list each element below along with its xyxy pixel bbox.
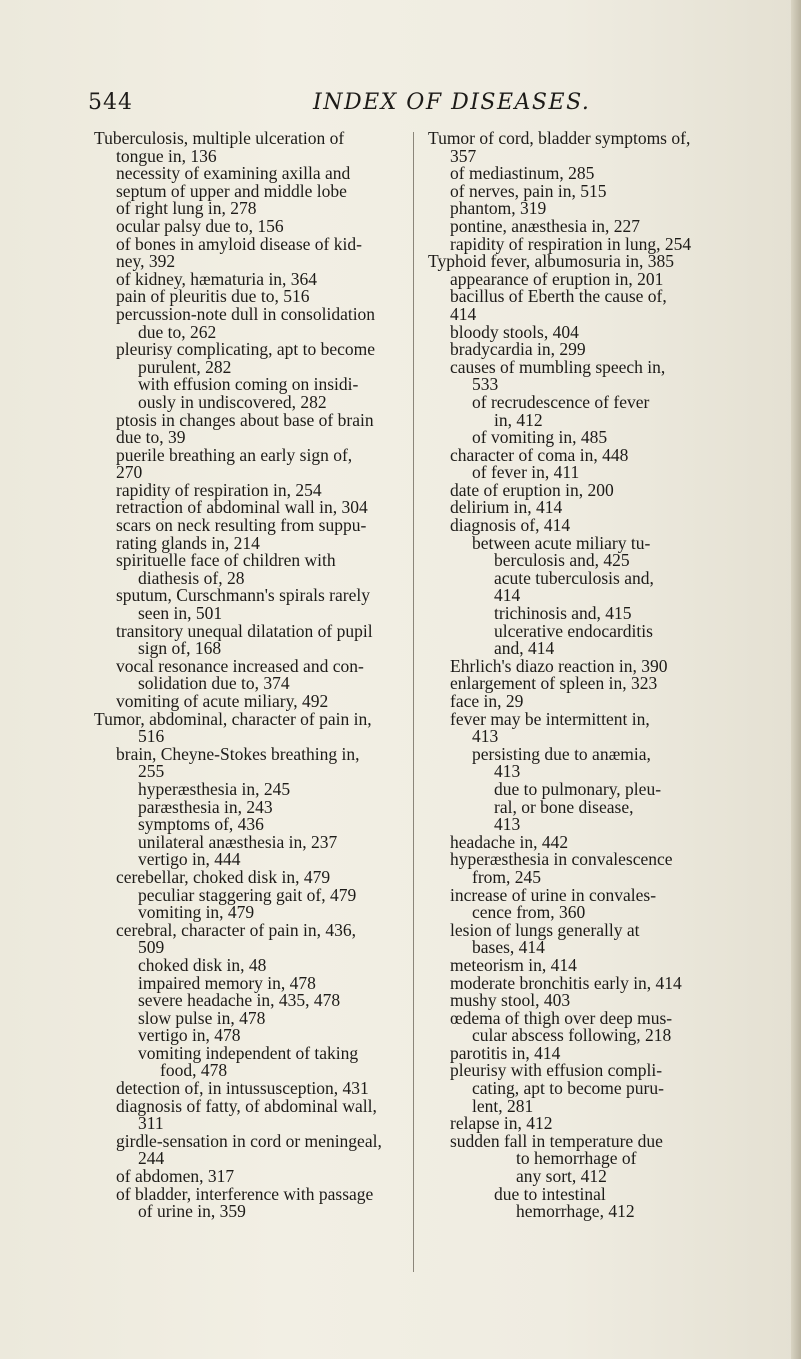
index-line: 533 [472, 374, 499, 395]
index-line: peculiar staggering gait of, 479 [138, 884, 357, 905]
index-line: pleurisy with effusion compli- [450, 1060, 663, 1081]
index-line: of kidney, hæmaturia in, 364 [116, 268, 318, 289]
index-line: of fever in, 411 [472, 462, 580, 483]
column-divider [413, 132, 414, 1272]
index-line: 414 [450, 303, 477, 324]
index-line: and, 414 [494, 638, 555, 659]
index-line: delirium in, 414 [450, 497, 563, 518]
index-line: choked disk in, 48 [138, 954, 267, 975]
index-line: appearance of eruption in, 201 [450, 268, 664, 289]
index-line: relapse in, 412 [450, 1113, 553, 1134]
index-line: detection of, in intussusception, 431 [116, 1078, 369, 1099]
page-number: 544 [88, 90, 133, 115]
index-line: scars on neck resulting from suppu- [116, 515, 367, 536]
index-line: phantom, 319 [450, 198, 547, 219]
index-line: pontine, anæsthesia in, 227 [450, 215, 641, 236]
index-column-right [428, 130, 728, 1221]
index-line: bacillus of Eberth the cause of, [450, 286, 667, 307]
index-line: transitory unequal dilatation of pupil [116, 620, 373, 641]
index-line: acute tuberculosis and, [494, 567, 654, 588]
index-line: face in, 29 [450, 691, 524, 711]
index-line: cerebral, character of pain in, 436, [116, 919, 357, 940]
index-line: œdema of thigh over deep mus- [450, 1007, 673, 1028]
index-line: with effusion coming on insidi- [138, 374, 359, 395]
index-line: cating, apt to become puru- [472, 1078, 664, 1099]
index-line: Tumor of cord, bladder symptoms of, [428, 128, 691, 148]
index-line: of abdomen, 317 [116, 1166, 235, 1187]
index-line: food, 478 [160, 1060, 228, 1081]
index-column-left [94, 130, 400, 1221]
index-line: severe headache in, 435, 478 [138, 990, 341, 1011]
index-line: vocal resonance increased and con- [116, 655, 364, 676]
index-line: 270 [116, 462, 143, 483]
index-line: persisting due to anæmia, [472, 743, 651, 764]
index-line: between acute miliary tu- [472, 532, 651, 553]
index-line: vomiting independent of taking [138, 1042, 359, 1063]
index-line: 413 [472, 726, 499, 747]
index-line: ulcerative endocarditis [494, 620, 653, 641]
index-line: increase of urine in convales- [450, 884, 657, 905]
running-title: INDEX OF DISEASES. [313, 90, 591, 115]
index-line: mushy stool, 403 [450, 990, 571, 1011]
index-line: fever may be intermittent in, [450, 708, 650, 729]
index-line: ously in undiscovered, 282 [138, 391, 327, 412]
index-line: puerile breathing an early sign of, [116, 444, 353, 465]
index-line: vomiting of acute miliary, 492 [116, 691, 329, 711]
index-line: ney, 392 [116, 251, 176, 272]
index-line: 509 [138, 937, 165, 958]
index-line: causes of mumbling speech in, [450, 356, 666, 377]
index-line: headache in, 442 [450, 831, 569, 852]
index-line: ral, or bone disease, [494, 796, 634, 817]
index-line: moderate bronchitis early in, 414 [450, 972, 682, 993]
index-line: percussion-note dull in consolidation [116, 303, 376, 324]
index-line: symptoms of, 436 [138, 814, 264, 835]
index-line: due to, 39 [116, 427, 186, 448]
index-line: 516 [138, 726, 165, 747]
index-line: of recrudescence of fever [472, 391, 650, 412]
index-line: lesion of lungs generally at [450, 919, 640, 940]
index-line: of vomiting in, 485 [472, 427, 608, 448]
index-line: purulent, 282 [138, 356, 232, 377]
index-line: due to pulmonary, pleu- [494, 778, 662, 799]
index-line: hyperæsthesia in, 245 [138, 778, 291, 799]
index-line: bloody stools, 404 [450, 321, 579, 342]
index-line: of mediastinum, 285 [450, 163, 595, 184]
index-line: berculosis and, 425 [494, 550, 630, 571]
index-line: cular abscess following, 218 [472, 1025, 672, 1046]
index-line: of bones in amyloid disease of kid- [116, 233, 362, 254]
index-line: necessity of examining axilla and [116, 163, 351, 184]
index-line: enlargement of spleen in, 323 [450, 673, 658, 694]
index-line: paræsthesia in, 243 [138, 796, 273, 817]
index-line: vertigo in, 444 [138, 849, 241, 870]
index-line: slow pulse in, 478 [138, 1007, 266, 1028]
index-line: in, 412 [494, 409, 543, 430]
index-line: sudden fall in temperature due [450, 1130, 663, 1151]
index-line: rapidity of respiration in, 254 [116, 479, 322, 500]
index-line: vomiting in, 479 [138, 902, 255, 923]
index-line: lent, 281 [472, 1095, 534, 1116]
index-line: cerebellar, choked disk in, 479 [116, 866, 331, 887]
index-line: brain, Cheyne-Stokes breathing in, [116, 743, 360, 764]
index-line: tongue in, 136 [116, 145, 217, 166]
index-line: Tuberculosis, multiple ulceration of [94, 128, 345, 148]
index-line: trichinosis and, 415 [494, 603, 632, 624]
index-line: seen in, 501 [138, 603, 223, 624]
index-line: of urine in, 359 [138, 1201, 246, 1222]
index-line: vertigo in, 478 [138, 1025, 241, 1046]
index-line: retraction of abdominal wall in, 304 [116, 497, 368, 518]
index-line: cence from, 360 [472, 902, 586, 923]
index-line: solidation due to, 374 [138, 673, 290, 694]
index-line: Typhoid fever, albumosuria in, 385 [428, 251, 674, 272]
index-line: date of eruption in, 200 [450, 479, 614, 500]
index-line: due to intestinal [494, 1183, 606, 1204]
index-line: 357 [450, 145, 477, 166]
index-line: ptosis in changes about base of brain [116, 409, 374, 430]
index-line: sputum, Curschmann's spirals rarely [116, 585, 370, 606]
index-line: rating glands in, 214 [116, 532, 260, 553]
index-line: 414 [494, 585, 521, 606]
index-line: spirituelle face of children with [116, 550, 336, 571]
index-line: 244 [138, 1148, 165, 1169]
index-line: pleurisy complicating, apt to become [116, 339, 376, 360]
index-line: of bladder, interference with passage [116, 1183, 374, 1204]
index-line: character of coma in, 448 [450, 444, 629, 465]
index-line: unilateral anæsthesia in, 237 [138, 831, 338, 852]
index-line: diagnosis of fatty, of abdominal wall, [116, 1095, 377, 1116]
page-header [88, 90, 738, 120]
index-line: 311 [138, 1113, 164, 1134]
index-line: impaired memory in, 478 [138, 972, 316, 993]
index-line: diagnosis of, 414 [450, 515, 571, 536]
index-line: diathesis of, 28 [138, 567, 245, 588]
index-line: pain of pleuritis due to, 516 [116, 286, 310, 307]
index-line: Ehrlich's diazo reaction in, 390 [450, 655, 668, 676]
index-line: due to, 262 [138, 321, 217, 342]
index-line: sign of, 168 [138, 638, 222, 659]
index-line: 413 [494, 814, 521, 835]
index-line: to hemorrhage of [516, 1148, 637, 1169]
index-line: from, 245 [472, 866, 542, 887]
index-line: bradycardia in, 299 [450, 339, 586, 360]
index-line: Tumor, abdominal, character of pain in, [94, 708, 372, 729]
index-line: 255 [138, 761, 165, 782]
index-line: parotitis in, 414 [450, 1042, 561, 1063]
index-line: any sort, 412 [516, 1166, 607, 1187]
index-line: rapidity of respiration in lung, 254 [450, 233, 692, 254]
index-line: 413 [494, 761, 521, 782]
index-line: girdle-sensation in cord or meningeal, [116, 1130, 382, 1151]
page-edge [791, 0, 801, 1359]
index-line: bases, 414 [472, 937, 545, 958]
index-line: ocular palsy due to, 156 [116, 215, 284, 236]
index-line: meteorism in, 414 [450, 954, 577, 975]
index-line: septum of upper and middle lobe [116, 180, 347, 201]
index-line: of nerves, pain in, 515 [450, 180, 607, 201]
index-line: of right lung in, 278 [116, 198, 257, 219]
index-line: hyperæsthesia in convalescence [450, 849, 673, 870]
index-line: hemorrhage, 412 [516, 1201, 635, 1222]
